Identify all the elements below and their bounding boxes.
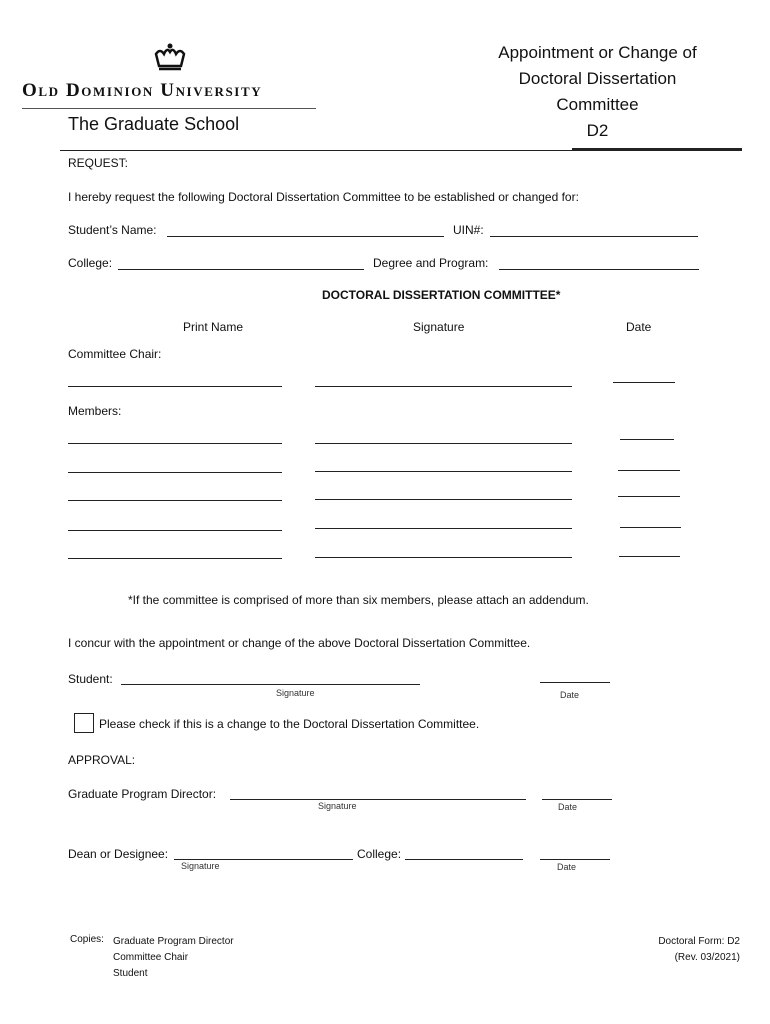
member-4-print-name-field[interactable]	[68, 530, 282, 531]
member-4-date-field[interactable]	[620, 527, 681, 528]
member-2-print-name-field[interactable]	[68, 472, 282, 473]
form-title	[470, 40, 725, 144]
form-info	[658, 934, 740, 966]
member-1-date-field[interactable]	[620, 439, 674, 440]
form-id: Doctoral Form: D2	[658, 936, 740, 947]
committee-footnote: *If the committee is comprised of more than six members, please attach an addendum.	[128, 593, 589, 607]
member-2-date-field[interactable]	[618, 470, 680, 471]
column-date: Date	[626, 320, 652, 334]
member-2-signature-field[interactable]	[315, 471, 572, 472]
member-5-signature-field[interactable]	[315, 557, 572, 558]
uin-field[interactable]	[490, 236, 698, 237]
copy-recipient: Student	[113, 968, 148, 979]
student-signature-label: Student:	[68, 672, 113, 686]
column-print-name: Print Name	[183, 320, 244, 334]
student-name-field[interactable]	[167, 236, 444, 237]
committee-chair-label: Committee Chair:	[68, 347, 162, 361]
request-heading: REQUEST:	[68, 156, 129, 170]
copy-recipient: Graduate Program Director	[113, 936, 234, 947]
member-5-date-field[interactable]	[619, 556, 680, 557]
dean-college-field[interactable]	[405, 859, 523, 860]
degree-program-label: Degree and Program:	[373, 256, 489, 270]
member-3-signature-field[interactable]	[315, 499, 572, 500]
student-date-field[interactable]	[540, 682, 610, 683]
uin-label: UIN#:	[453, 223, 484, 237]
date-caption: Date	[558, 802, 578, 812]
student-name-label: Student’s Name:	[68, 223, 157, 237]
form-title-line: Committee	[556, 95, 639, 114]
chair-date-field[interactable]	[613, 382, 675, 383]
degree-program-field[interactable]	[499, 269, 699, 270]
student-signature-field[interactable]	[121, 684, 420, 685]
member-3-date-field[interactable]	[618, 496, 680, 497]
copies-label: Copies:	[70, 934, 104, 945]
member-3-print-name-field[interactable]	[68, 500, 282, 501]
change-committee-checkbox[interactable]	[74, 713, 94, 733]
change-committee-label: Please check if this is a change to the Doctoral Dissertation Committee.	[99, 717, 480, 731]
member-1-signature-field[interactable]	[315, 443, 572, 444]
date-caption: Date	[560, 690, 580, 700]
signature-caption: Signature	[276, 688, 315, 698]
member-1-print-name-field[interactable]	[68, 443, 282, 444]
signature-caption: Signature	[181, 861, 220, 871]
member-5-print-name-field[interactable]	[68, 558, 282, 559]
column-signature: Signature	[413, 320, 465, 334]
chair-print-name-field[interactable]	[68, 386, 282, 387]
gpd-label: Graduate Program Director:	[68, 787, 217, 801]
form-title-line: Appointment or Change of	[498, 43, 697, 62]
gpd-signature-field[interactable]	[230, 799, 526, 800]
title-underline	[572, 148, 742, 151]
dean-label: Dean or Designee:	[68, 847, 169, 861]
date-caption: Date	[557, 862, 577, 872]
approval-heading: APPROVAL:	[68, 753, 136, 767]
form-revision: (Rev. 03/2021)	[674, 952, 740, 963]
university-name: Old Dominion University	[22, 80, 263, 101]
dean-college-label: College:	[357, 847, 402, 861]
dean-date-field[interactable]	[540, 859, 610, 860]
copies-list	[113, 934, 234, 982]
committee-heading: DOCTORAL DISSERTATION COMMITTEE*	[322, 288, 561, 302]
chair-signature-field[interactable]	[315, 386, 572, 387]
form-code: D2	[586, 121, 609, 140]
school-name: The Graduate School	[68, 114, 240, 134]
members-label: Members:	[68, 404, 122, 418]
member-4-signature-field[interactable]	[315, 528, 572, 529]
request-intro: I hereby request the following Doctoral Dissertation Committee to be established or changed for:	[68, 190, 579, 204]
form-title-line: Doctoral Dissertation	[518, 69, 677, 88]
dean-signature-field[interactable]	[174, 859, 353, 860]
gpd-date-field[interactable]	[542, 799, 612, 800]
header-divider	[22, 108, 316, 109]
concur-statement: I concur with the appointment or change of the above Doctoral Dissertation Committee.	[68, 636, 531, 650]
college-field[interactable]	[118, 269, 364, 270]
signature-caption: Signature	[318, 801, 357, 811]
copy-recipient: Committee Chair	[113, 952, 189, 963]
crown-icon	[150, 42, 190, 72]
college-label: College:	[68, 256, 113, 270]
